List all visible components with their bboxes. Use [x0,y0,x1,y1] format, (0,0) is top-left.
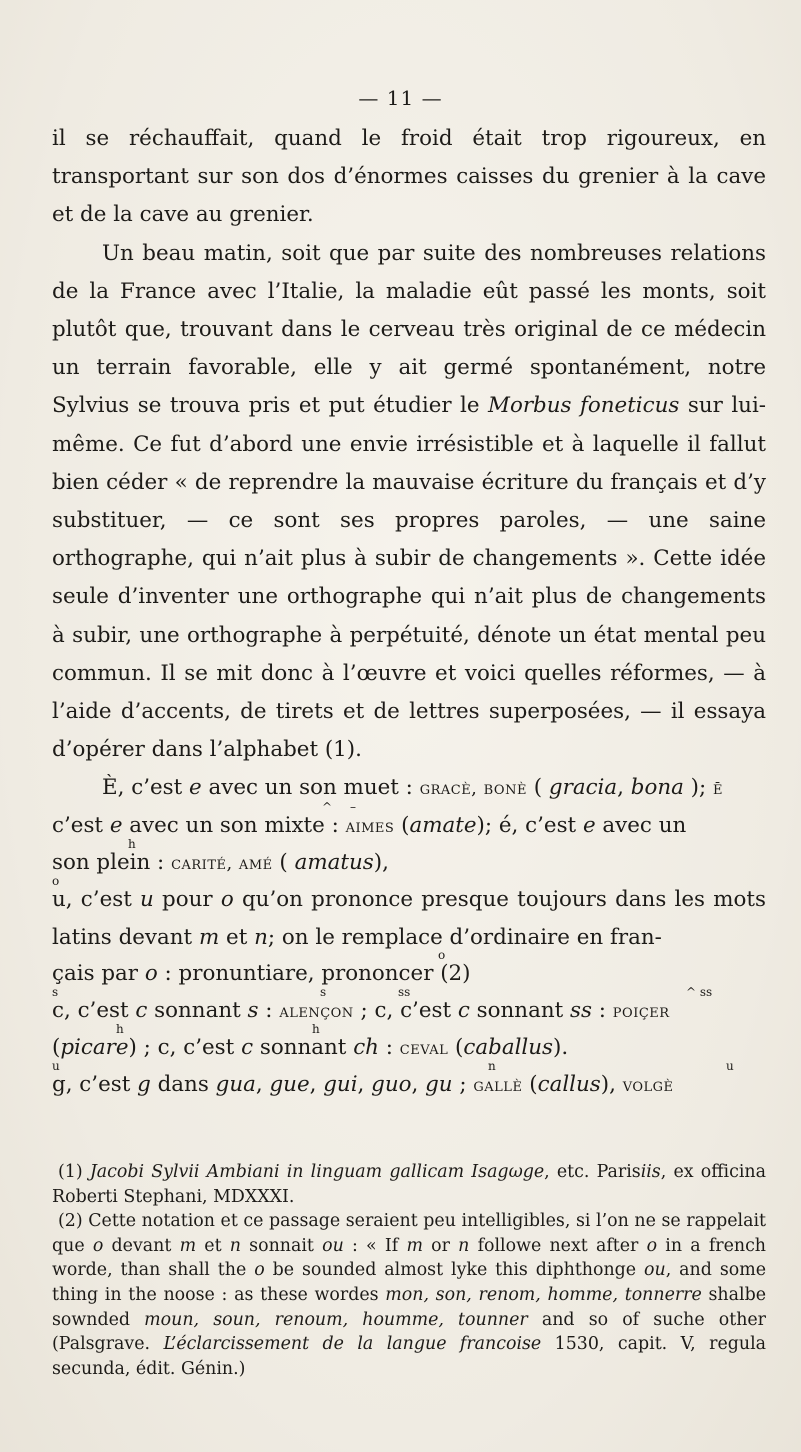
paragraph-1: il se réchauffait, quand le froid était trop rigoureux, en transportant sur son dos d’énormes caisses du grenier à la cave et de la cave au grenier. [52,126,766,228]
s-mark: s [52,984,59,999]
footnote-1: (1) Jacobi Sylvii Ambiani in linguam gallicam Isagωge, etc. Parisiis, ex officina Roberti Stephani, MDXXXI. [52,1162,766,1207]
o-mark: o [52,874,60,889]
o-mark: o [438,948,446,963]
page-number: — 11 — [358,86,443,110]
superscript-marks-1 [52,801,766,813]
footnotes [52,1160,766,1381]
u-mark: u [52,1059,60,1074]
superscript-marks-7 [52,1060,766,1072]
reform-line-6: c, c’est c sonnant s : alençon ; c, c’est c sonnant ss : poiçer [52,997,670,1023]
reform-line-7: (picare) ; c, c’est c sonnant ch : ceval (caballus). [52,1034,569,1060]
superscript-marks-3 [52,875,766,887]
superscript-marks-5 [52,986,766,998]
reform-line-8: g, c’est g dans gua, gue, gui, guo, gu ; gallè (callus), volgè [52,1072,674,1098]
u-mark: u [726,1059,734,1074]
n-mark: n [488,1059,496,1074]
reform-line-3: son plein : carité, amé ( amatus), [52,849,389,875]
ss-mark: ^ ss [686,984,713,999]
superscript-marks-2 [52,838,766,850]
superscript-marks-6 [52,1023,766,1035]
reform-line-5: çais par o : pronuntiare, prononcer (2) [52,961,471,987]
h-mark: h [312,1021,320,1036]
reform-line-4: u, c’est u pour o qu’on prononce presque toujours dans les mots latins devant m et n; on le remplace d’ordinaire en fran- [52,887,766,951]
h-mark: h [128,836,136,851]
h-mark: h [116,1021,124,1036]
paragraph-2: Un beau matin, soit que par suite des nombreuses relations de la France avec l’Italie, la maladie eût passé les monts, soit plutôt que, trouvant dans le cerveau très original de ce médecin un terrain favorable, elle y ait germé spontanément, notre Sylvius se trouva pris et put étudier le Morbus foneticus sur lui-même. Ce fut d’abord une envie irrésistible et à laquelle il fallut bien céder « de reprendre la mauvaise écriture du français et d’y substituer, — ce sont ses propres paroles, — une saine orthographe, qui n’ait plus à subir de changements ». Cette idée seule d’inventer une orthographe qui n’ait plus de changements à subir, une orthographe à perpétuité, dénote un état mental peu commun. Il se mit donc à l’œuvre et voici quelles réformes, — à l’aide d’accents, de tirets et de lettres superposées, — il essaya d’opérer dans l’alphabet (1). [52,240,767,763]
superscript-marks-4 [52,949,766,961]
circumflex-mark: ^ [322,799,333,814]
s-mark: s [320,984,327,999]
dash-mark: – [350,799,356,814]
main-text [52,120,766,1105]
reform-line-1: È, c’est e avec un son muet : gracè, bonè ( gracia, bona ); ē [102,775,724,801]
reform-line-2: c’est e avec un son mixte : aimes (amate); é, c’est e avec un [52,812,687,838]
ss-mark: ss [398,984,411,999]
italic-term: Morbus foneticus [488,393,680,419]
footnote-2: (2) Cette notation et ce passage seraient peu intelligibles, si l’on ne se rappelait que o devant m et n sonnait ou : « If m or n followe next after o in a french worde, than shall the o be sounded almost lyke this diphthonge ou, and some thing in the noose : as these wordes mon, son, renom, homme, tonnerre shalbe sownded moun, soun, renoum, houmme, tounner and so of suche other (Palsgrave. L’éclarcissement de la langue francoise 1530, capit. V, regula secunda, édit. Génin.) [52,1211,767,1379]
